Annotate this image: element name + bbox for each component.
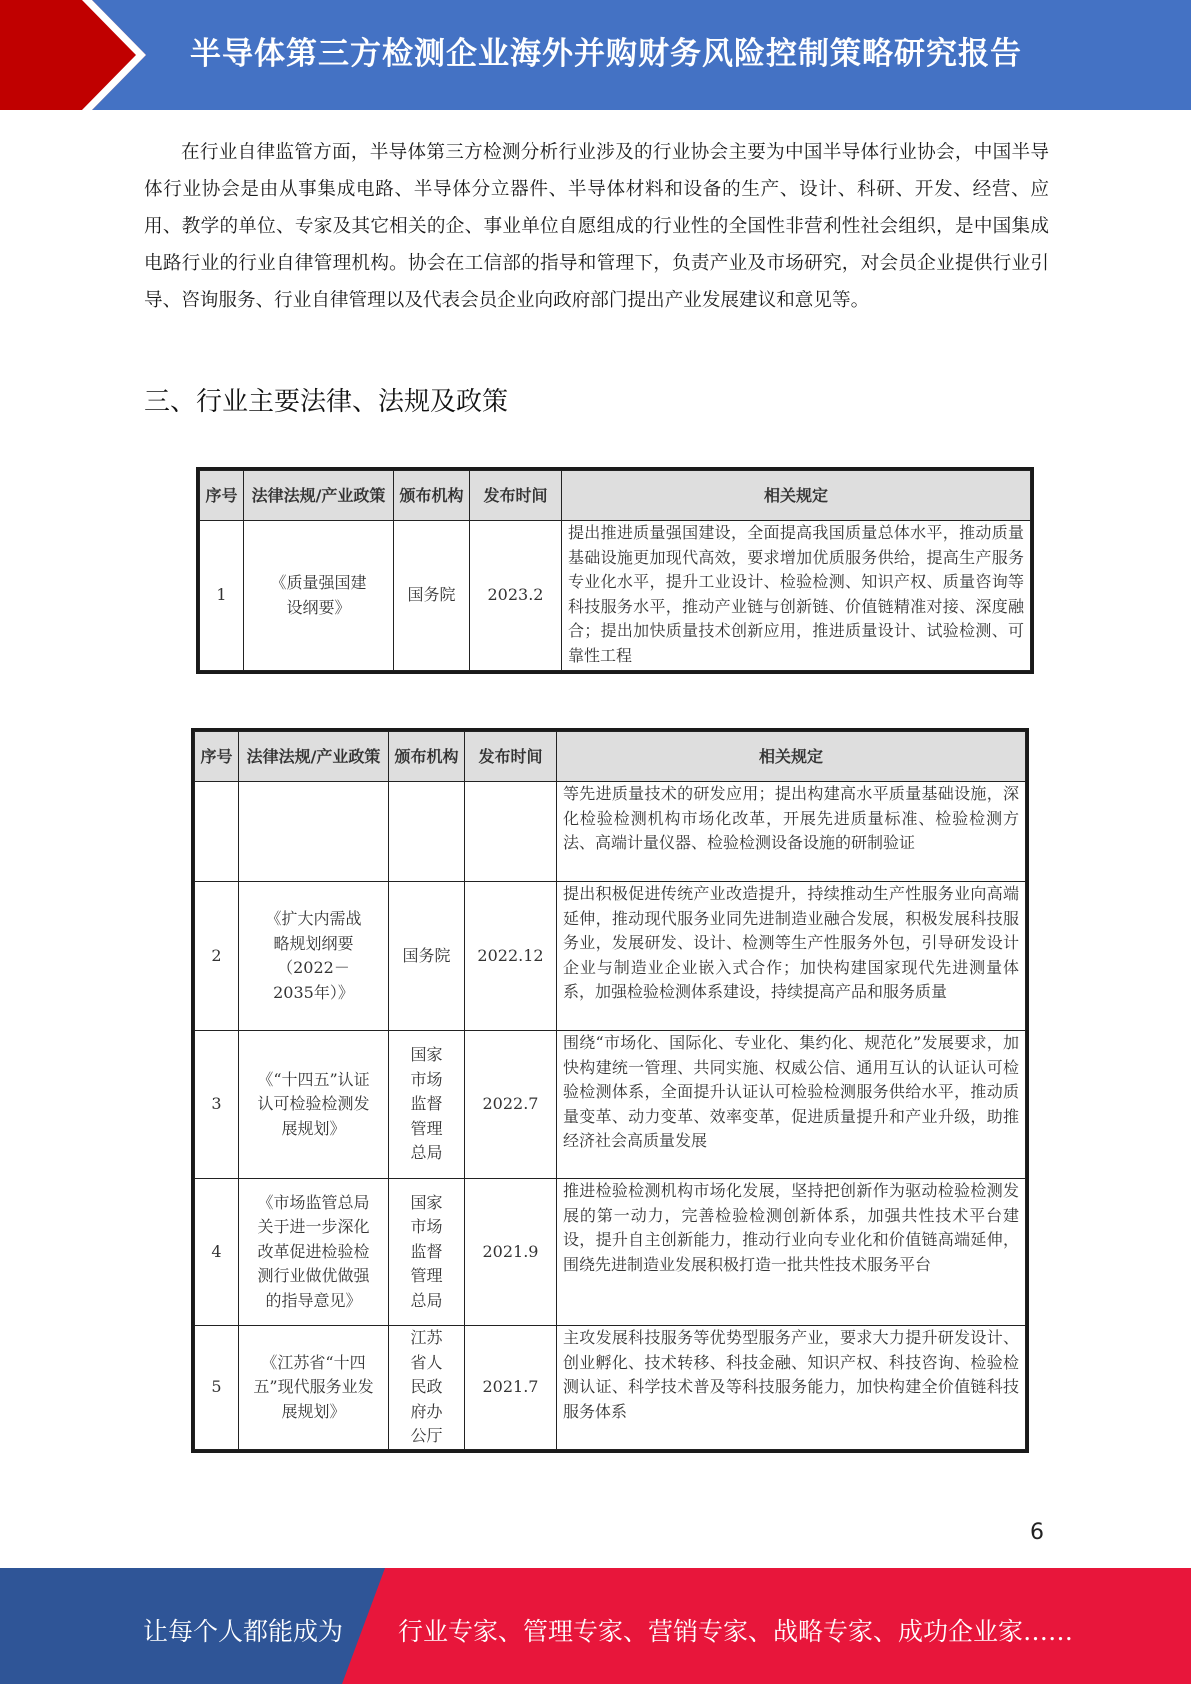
header-policy: 法律法规/产业政策	[244, 471, 394, 521]
row-rule: 主攻发展科技服务等优势型服务产业，要求大力提升研发设计、创业孵化、技术转移、科技金融、知识产权、科技咨询、检验检测认证、科学技术普及等科技服务能力，加快构建全价值链科技服务体系	[557, 1326, 1026, 1450]
page-header	[0, 0, 1191, 110]
table-row	[195, 1031, 1026, 1179]
header-chevron-icon	[0, 0, 160, 110]
row-date: 2023.2	[470, 521, 562, 671]
row-policy: 《扩大内需战略规划纲要（2022－2035年）》	[239, 882, 389, 1031]
row-issuer: 国家市场监督管理总局	[389, 1031, 465, 1179]
table-row	[195, 1179, 1026, 1326]
row-policy: 《江苏省“十四五”现代服务业发展规划》	[239, 1326, 389, 1450]
header-policy: 法律法规/产业政策	[239, 732, 389, 782]
table-header-row	[200, 471, 1031, 521]
header-date: 发布时间	[465, 732, 557, 782]
header-no: 序号	[200, 471, 244, 521]
footer-slogan-left: 让每个人都能成为	[143, 1617, 344, 1646]
table-header-row	[195, 732, 1026, 782]
row-policy: 《质量强国建设纲要》	[244, 521, 394, 671]
row-policy: 《“十四五”认证认可检验检测发展规划》	[239, 1031, 389, 1179]
table-row	[195, 882, 1026, 1031]
policy-table-2	[194, 731, 1026, 1450]
row-rule: 提出推进质量强国建设，全面提高我国质量总体水平，推动质量基础设施更加现代高效，要求增加优质服务供给，提高生产服务专业化水平，提升工业设计、检验检测、知识产权、质量咨询等科技服务水平，推动产业链与创新链、价值链精准对接、深度融合；提出加快质量技术创新应用，推进质量设计、试验检测、可靠性工程	[562, 521, 1031, 671]
header-rule: 相关规定	[562, 471, 1031, 521]
row-rule: 围绕“市场化、国际化、专业化、集约化、规范化”发展要求，加快构建统一管理、共同实施、权威公信、通用互认的认证认可检验检测体系，全面提升认证认可检验检测服务供给水平，推动质量变革、动力变革、效率变革，促进质量提升和产业升级，助推经济社会高质量发展	[557, 1031, 1026, 1179]
row-no: 5	[195, 1326, 239, 1450]
row-issuer: 国务院	[389, 882, 465, 1031]
intro-paragraph: 在行业自律监管方面，半导体第三方检测分析行业涉及的行业协会主要为中国半导体行业协会，中国半导体行业协会是由从事集成电路、半导体分立器件、半导体材料和设备的生产、设计、科研、开发、经营、应用、教学的单位、专家及其它相关的企、事业单位自愿组成的行业性的全国性非营利性社会组织，是中国集成电路行业的行业自律管理机构。协会在工信部的指导和管理下，负责产业及市场研究，对会员企业提供行业引导、咨询服务、行业自律管理以及代表会员企业向政府部门提出产业发展建议和意见等。	[144, 142, 1049, 311]
row-no: 1	[200, 521, 244, 671]
row-rule: 提出积极促进传统产业改造提升，持续推动生产性服务业向高端延伸，推动现代服务业同先进制造业融合发展，积极发展科技服务业，发展研发、设计、检测等生产性服务外包，引导研发设计企业与制造业企业嵌入式合作；加快构建国家现代先进测量体系，加强检验检测体系建设，持续提高产品和服务质量	[557, 882, 1026, 1031]
row-no: 4	[195, 1179, 239, 1326]
page-number: 6	[1030, 1520, 1044, 1545]
row-rule: 推进检验检测机构市场化发展，坚持把创新作为驱动检验检测发展的第一动力，完善检验检测创新体系，加强共性技术平台建设，提升自主创新能力，推动行业向专业化和价值链高端延伸，围绕先进制造业发展积极打造一批共性技术服务平台	[557, 1179, 1026, 1326]
row-date: 2021.9	[465, 1179, 557, 1326]
table-row	[195, 1326, 1026, 1450]
policy-table-1	[199, 470, 1031, 671]
footer-slogan-right: 行业专家、管理专家、营销专家、战略专家、成功企业家……	[398, 1617, 1074, 1646]
row-date: 2021.7	[465, 1326, 557, 1450]
row-issuer: 国家市场监督管理总局	[389, 1179, 465, 1326]
row-date	[465, 782, 557, 882]
header-issuer: 颁布机构	[394, 471, 470, 521]
row-policy	[239, 782, 389, 882]
row-date: 2022.12	[465, 882, 557, 1031]
row-no: 3	[195, 1031, 239, 1179]
row-rule: 等先进质量技术的研发应用；提出构建高水平质量基础设施，深化检验检测机构市场化改革，开展先进质量标准、检验检测方法、高端计量仪器、检验检测设备设施的研制验证	[557, 782, 1026, 882]
header-date: 发布时间	[470, 471, 562, 521]
header-rule: 相关规定	[557, 732, 1026, 782]
row-policy: 《市场监管总局关于进一步深化改革促进检验检测行业做优做强的指导意见》	[239, 1179, 389, 1326]
row-issuer: 国务院	[394, 521, 470, 671]
table-row	[195, 782, 1026, 882]
row-issuer	[389, 782, 465, 882]
report-title: 半导体第三方检测企业海外并购财务风险控制策略研究报告	[190, 36, 1022, 72]
table-row	[200, 521, 1031, 671]
header-issuer: 颁布机构	[389, 732, 465, 782]
row-no	[195, 782, 239, 882]
row-no: 2	[195, 882, 239, 1031]
page-footer	[0, 1568, 1191, 1684]
row-issuer: 江苏省人民政府办公厅	[389, 1326, 465, 1450]
section-heading: 三、行业主要法律、法规及政策	[144, 387, 509, 417]
header-no: 序号	[195, 732, 239, 782]
row-date: 2022.7	[465, 1031, 557, 1179]
